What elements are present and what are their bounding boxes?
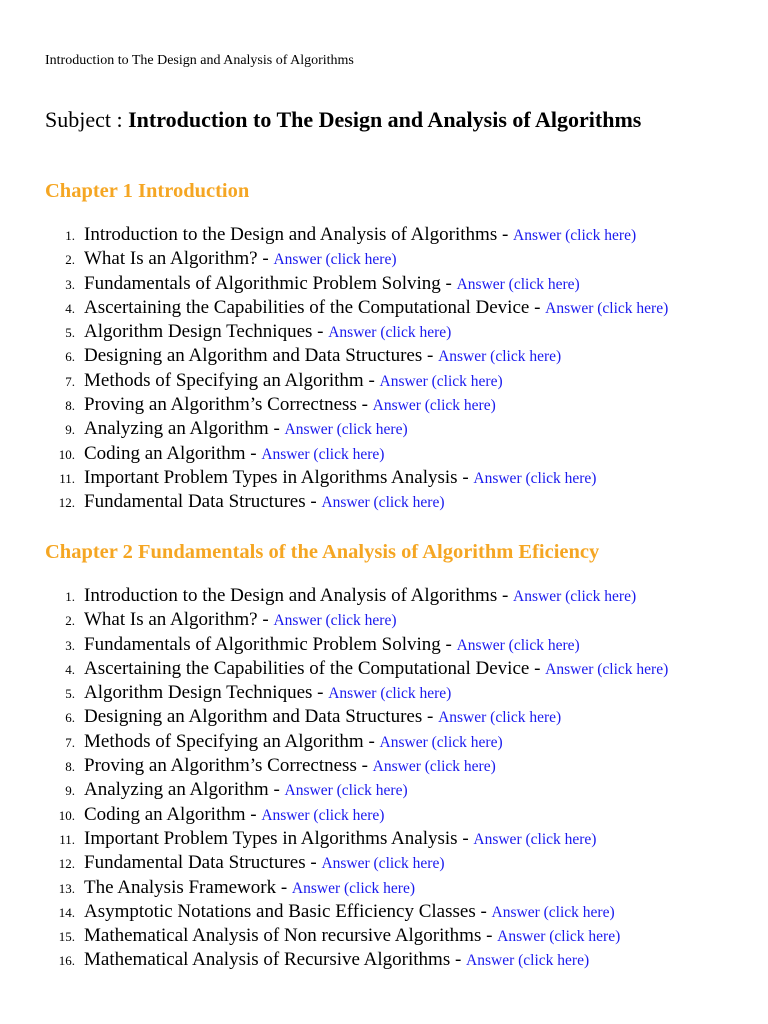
item-number: 12. [58,856,75,872]
separator-dash: - [481,925,498,947]
separator-dash: - [497,224,514,245]
item-number: 14. [58,904,75,920]
answer-link[interactable]: Answer (click here) [328,685,452,703]
topic-title: What Is an Algorithm? [84,248,258,270]
item-number: 4. [65,300,75,316]
separator-dash: - [457,827,474,849]
item-number: 4. [65,661,75,677]
topic-title: Proving an Algorithm’s Correctness [84,394,357,416]
separator-dash: - [312,682,329,704]
separator-dash: - [440,633,457,655]
answer-link[interactable]: Answer (click here) [273,612,397,630]
list-item [0,394,740,417]
item-number: 9. [65,422,75,438]
list-item [0,634,740,657]
chapter-1-topic-list [0,224,740,516]
topic-title: Coding an Algorithm [84,442,246,464]
answer-link[interactable]: Answer (click here) [513,588,637,605]
topic-title: Coding an Algorithm [84,803,246,825]
subject-heading [45,105,685,134]
topic-title: Methods of Specifying an Algorithm [84,730,364,752]
item-number: 1. [65,228,75,243]
answer-link[interactable]: Answer (click here) [291,879,415,897]
answer-link[interactable]: Answer (click here) [261,445,385,463]
list-item [0,828,740,851]
topic-title: Asymptotic Notations and Basic Efficiency Classes [84,900,476,922]
list-item [0,273,740,296]
separator-dash: - [276,876,292,898]
topic-title: Analyzing an Algorithm [84,779,269,801]
item-number: 11. [59,831,75,847]
chapter-2-topic-list [0,585,740,974]
item-number: 15. [58,929,75,945]
separator-dash: - [305,491,322,513]
answer-link[interactable]: Answer (click here) [438,348,562,366]
list-item [0,418,740,441]
item-number: 8. [65,759,75,775]
list-item [0,491,740,514]
chapter-1-heading: Chapter 1 Introduction [45,180,250,202]
separator-dash: - [422,706,439,728]
list-item [0,345,740,368]
answer-link[interactable]: Answer (click here) [513,227,637,244]
answer-link[interactable]: Answer (click here) [372,758,496,776]
topic-title: Designing an Algorithm and Data Structures [84,345,423,367]
answer-link[interactable]: Answer (click here) [473,830,597,848]
item-number: 5. [65,325,75,341]
list-item [0,949,740,972]
answer-link[interactable]: Answer (click here) [473,469,597,487]
list-item [0,804,740,827]
answer-link[interactable]: Answer (click here) [328,324,452,342]
item-number: 3. [65,276,75,292]
answer-link[interactable]: Answer (click here) [545,660,669,678]
list-item [0,877,740,900]
item-number: 8. [65,398,75,414]
topic-title: Analyzing an Algorithm [84,418,269,440]
topic-title: Introduction to the Design and Analysis of Algorithms [84,585,498,606]
subject-title: Introduction to The Design and Analysis of Algorithms [128,107,642,132]
item-number: 6. [65,349,75,365]
answer-link[interactable]: Answer (click here) [456,275,580,293]
answer-link[interactable]: Answer (click here) [261,806,385,824]
answer-link[interactable]: Answer (click here) [273,251,397,269]
answer-link[interactable]: Answer (click here) [456,636,580,654]
list-item [0,297,740,320]
list-item [0,706,740,729]
topic-title: Fundamentals of Algorithmic Problem Solving [84,272,441,294]
list-item [0,731,740,754]
separator-dash: - [475,900,492,922]
separator-dash: - [450,949,467,971]
topic-title: Algorithm Design Techniques [84,321,313,343]
item-number: 12. [58,495,75,511]
answer-link[interactable]: Answer (click here) [491,903,615,921]
answer-link[interactable]: Answer (click here) [372,397,496,415]
answer-link[interactable]: Answer (click here) [466,952,590,970]
topic-title: Fundamentals of Algorithmic Problem Solving [84,633,441,655]
separator-dash: - [312,321,329,343]
separator-dash: - [457,466,474,488]
separator-dash: - [422,345,439,367]
separator-dash: - [356,755,373,777]
subject-prefix: Subject : [45,107,129,132]
list-item [0,585,740,608]
list-item [0,370,740,393]
separator-dash: - [268,779,285,801]
topic-title: What Is an Algorithm? [84,609,258,631]
separator-dash: - [245,803,262,825]
item-number: 7. [65,373,75,389]
separator-dash: - [257,248,274,270]
item-number: 13. [58,880,75,896]
list-item [0,443,740,466]
list-item [0,779,740,802]
answer-link[interactable]: Answer (click here) [379,372,503,390]
answer-link[interactable]: Answer (click here) [497,928,621,946]
item-number: 1. [65,589,75,604]
item-number: 2. [65,252,75,268]
topic-title: Mathematical Analysis of Recursive Algorithms [84,949,451,971]
separator-dash: - [529,296,546,318]
list-item [0,755,740,778]
topic-title: Important Problem Types in Algorithms Analysis [84,466,458,488]
separator-dash: - [363,730,380,752]
topic-title: Designing an Algorithm and Data Structures [84,706,423,728]
separator-dash: - [245,442,262,464]
topic-title: Introduction to the Design and Analysis of Algorithms [84,224,498,245]
topic-title: Algorithm Design Techniques [84,682,313,704]
topic-title: Fundamental Data Structures [84,491,306,513]
item-number: 10. [58,807,75,823]
topic-title: Methods of Specifying an Algorithm [84,369,364,391]
list-item [0,682,740,705]
topic-title: Mathematical Analysis of Non recursive Algorithms [84,925,482,947]
topic-title: Ascertaining the Capabilities of the Computational Device [84,296,530,318]
list-item [0,248,740,271]
topic-title: Important Problem Types in Algorithms Analysis [84,827,458,849]
separator-dash: - [440,272,457,294]
item-number: 7. [65,734,75,750]
list-item [0,658,740,681]
item-number: 11. [59,470,75,486]
topic-title: Fundamental Data Structures [84,852,306,874]
list-item [0,852,740,875]
separator-dash: - [268,418,285,440]
list-item [0,925,740,948]
topic-title: Ascertaining the Capabilities of the Computational Device [84,657,530,679]
item-number: 3. [65,637,75,653]
topic-title: The Analysis Framework [84,876,277,898]
answer-link[interactable]: Answer (click here) [379,733,503,751]
answer-link[interactable]: Answer (click here) [438,709,562,727]
item-number: 10. [58,446,75,462]
answer-link[interactable]: Answer (click here) [321,855,445,873]
running-header: Introduction to The Design and Analysis of Algorithms [45,53,354,68]
topic-title: Proving an Algorithm’s Correctness [84,755,357,777]
separator-dash: - [529,657,546,679]
item-number: 2. [65,613,75,629]
list-item [0,224,740,247]
answer-link[interactable]: Answer (click here) [545,299,669,317]
item-number: 5. [65,686,75,702]
chapter-2-heading: Chapter 2 Fundamentals of the Analysis of Algorithm Eficiency [45,541,600,563]
item-number: 16. [58,953,75,969]
list-item [0,901,740,924]
list-item [0,467,740,490]
answer-link[interactable]: Answer (click here) [321,494,445,512]
separator-dash: - [305,852,322,874]
list-item [0,321,740,344]
separator-dash: - [363,369,380,391]
answer-link[interactable]: Answer (click here) [284,421,408,439]
list-item [0,609,740,632]
item-number: 9. [65,783,75,799]
separator-dash: - [497,585,514,606]
item-number: 6. [65,710,75,726]
separator-dash: - [356,394,373,416]
answer-link[interactable]: Answer (click here) [284,782,408,800]
separator-dash: - [257,609,274,631]
